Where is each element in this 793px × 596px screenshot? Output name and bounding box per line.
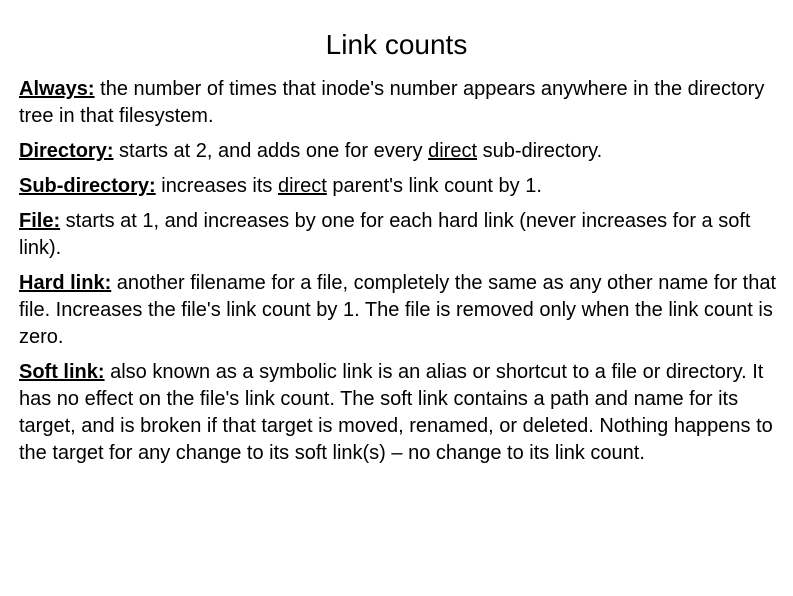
term-directory: Directory: bbox=[19, 140, 114, 162]
definition-subdirectory-part-1: increases its bbox=[155, 175, 278, 197]
definition-always: the number of times that inode's number appears anywhere in the directory tree in that filesystem. bbox=[19, 78, 765, 127]
paragraph-directory bbox=[19, 138, 779, 165]
term-soft-link: Soft link: bbox=[19, 361, 105, 383]
term-subdirectory: Sub-directory: bbox=[19, 175, 156, 197]
slide-body bbox=[19, 76, 779, 475]
definition-file: starts at 1, and increases by one for each hard link (never increases for a soft link). bbox=[19, 210, 751, 259]
paragraph-file bbox=[19, 208, 779, 262]
definition-directory-part-1: starts at 2, and adds one for every bbox=[113, 140, 429, 162]
paragraph-subdirectory bbox=[19, 173, 779, 200]
emphasis-direct: direct bbox=[428, 140, 478, 162]
term-always: Always: bbox=[19, 78, 95, 100]
definition-soft-link: also known as a symbolic link is an alias or shortcut to a file or directory. It has no effect on the file's link count. The soft link contains a path and name for its target, and is broken if that target is moved, renamed, or deleted. Nothing happens to the target for any change to its soft link(s) – no change to its link count. bbox=[19, 361, 773, 464]
definition-directory-part-2: sub-directory. bbox=[477, 140, 603, 162]
paragraph-hard-link bbox=[19, 270, 779, 351]
paragraph-always bbox=[19, 76, 779, 130]
term-hard-link: Hard link: bbox=[19, 272, 112, 294]
definition-hard-link: another filename for a file, completely the same as any other name for that file. Increases the file's link count by 1. The file is removed only when the link count is zero. bbox=[19, 272, 777, 348]
emphasis-direct: direct bbox=[277, 175, 327, 197]
paragraph-soft-link bbox=[19, 359, 779, 467]
term-file: File: bbox=[19, 210, 61, 232]
definition-subdirectory-part-2: parent's link count by 1. bbox=[326, 175, 542, 197]
slide-title: Link counts bbox=[325, 29, 468, 60]
